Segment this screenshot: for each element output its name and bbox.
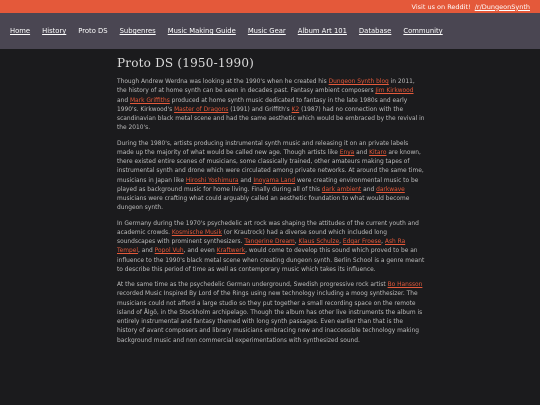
text-span: , and even (183, 248, 217, 255)
reddit-banner (0, 0, 540, 13)
inline-link[interactable]: Klaus Schulze (298, 239, 340, 245)
text-span: in 2011, the history of at home synth can be seen in decades past. Fantasy ambient composers (117, 79, 415, 95)
nav-item-proto-ds[interactable]: Proto DS (78, 27, 108, 35)
banner-text (412, 3, 530, 11)
nav-item-home[interactable]: Home (10, 27, 31, 35)
inline-link[interactable]: Popol Vuh (154, 248, 184, 255)
text-span: Though Andrew Werdna was looking at the 1990's when he created his (117, 79, 329, 85)
page-title: Proto DS (1950-1990) (117, 56, 255, 70)
text-span: and (361, 186, 377, 193)
text-span: and (238, 177, 254, 184)
article (117, 49, 425, 346)
text-span: and (117, 97, 130, 104)
nav-item-community[interactable]: Community (403, 27, 443, 35)
inline-link[interactable]: K2 (291, 106, 300, 113)
nav-item-database[interactable]: Database (358, 27, 392, 35)
text-span: , (294, 239, 299, 245)
text-span: musicians were crafting what could arguably called an aesthetic foundation to what would become dungeon synth. (117, 196, 410, 212)
text-span: are known, there existed entire scenes of musicians, some classically trained, other amateurs making tapes of instrumental synth and drone which were circulated among private networks. At around the same time, musicians in Japan like (117, 149, 424, 184)
inline-link[interactable]: Jim Kirkwood (375, 88, 414, 95)
paragraph (117, 78, 425, 134)
inline-link[interactable]: Tangerine Dream (244, 239, 295, 245)
inline-link[interactable]: darkwave (376, 186, 405, 193)
text-span: During the 1980's, artists producing instrumental synth music and releasing it on an private labels made up the majority of what would be called new age. Though artists like (117, 140, 409, 156)
article-body (117, 78, 425, 346)
nav-item-history[interactable]: History (42, 27, 67, 35)
banner-label: Visit us on Reddit! (411, 2, 471, 11)
inline-link[interactable]: Mark Griffiths (129, 97, 170, 104)
inline-link[interactable]: Enya (339, 149, 355, 156)
text-span: recorded Music Inspired By Lord of the Rings using new technology including a moog synthesizer. The musicians could not afford a large studio so they put together a small recording space on the remote island of Ålgö, in the Stockholm archipelago. Though the album has other live instruments the album is entirely instrumental and fantasy themed with long synth passages. Even earlier than that is the history of avant composers and library musicians embracing new and inaccessible technology making background music and non commercial experimentations with synthesized sound. (117, 291, 423, 344)
text-span: and (354, 149, 370, 156)
text-span: , and (137, 248, 155, 255)
nav-item-subgenres[interactable]: Subgenres (119, 27, 156, 35)
inline-link[interactable]: Hiroshi Yoshimura (185, 177, 239, 184)
reddit-link[interactable]: /r/DungeonSynth (474, 2, 530, 11)
nav-item-music-making-guide[interactable]: Music Making Guide (167, 27, 236, 35)
main-nav (0, 13, 540, 49)
nav-item-music-gear[interactable]: Music Gear (247, 27, 286, 35)
inline-link[interactable]: Kosmische Musik (171, 229, 222, 236)
nav-item-album-art-101[interactable]: Album Art 101 (297, 27, 347, 35)
inline-link[interactable]: Kitaro (369, 149, 387, 156)
text-span: , would come to develop this sound which proved to be an influence to the 1990's black metal scene when creating dungeon synth. Berlin School is a genre meant to describe this period of time as well as contemporary music which takes its influence. (117, 248, 425, 273)
inline-link[interactable]: Ash Ra Tempel (117, 239, 406, 255)
text-span: , (381, 239, 385, 245)
inline-link[interactable]: Bo Hansson (387, 282, 423, 288)
text-span: , (339, 239, 343, 245)
paragraph (117, 220, 425, 276)
paragraph (117, 140, 425, 214)
paragraph (117, 281, 425, 346)
text-span: At the same time as the psychedelic German underground, Swedish progressive rock artist (117, 282, 388, 288)
text-span: produced at home synth music dedicated to fantasy in the late 1980s and early 1990's. Kirkwood's (117, 97, 408, 113)
text-span: (or Krautrock) had a diverse sound which included long soundscapes with prominent synthesizers. (117, 229, 388, 245)
inline-link[interactable]: dark ambient (321, 186, 362, 193)
text-span: were creating environmental music to be played as background music for home living. Finally during all of this (117, 177, 419, 193)
inline-link[interactable]: Dungeon Synth blog (328, 79, 389, 85)
inline-link[interactable]: Kraftwerk (216, 248, 246, 255)
inline-link[interactable]: Inoyama Land (253, 177, 296, 184)
inline-link[interactable]: Edgar Froese (342, 239, 382, 245)
inline-link[interactable]: Master of Dragons (174, 106, 229, 113)
text-span: (1987) had no connection with the scandinavian black metal scene and had the same aesthetic which would be embraced by the revival in the 2010's. (117, 106, 425, 132)
text-span: In Germany during the 1970's psychedelic art rock was shaping the attitudes of the current youth and academic crowds. (117, 220, 419, 236)
text-span: (1991) and Griffith's (228, 106, 292, 113)
